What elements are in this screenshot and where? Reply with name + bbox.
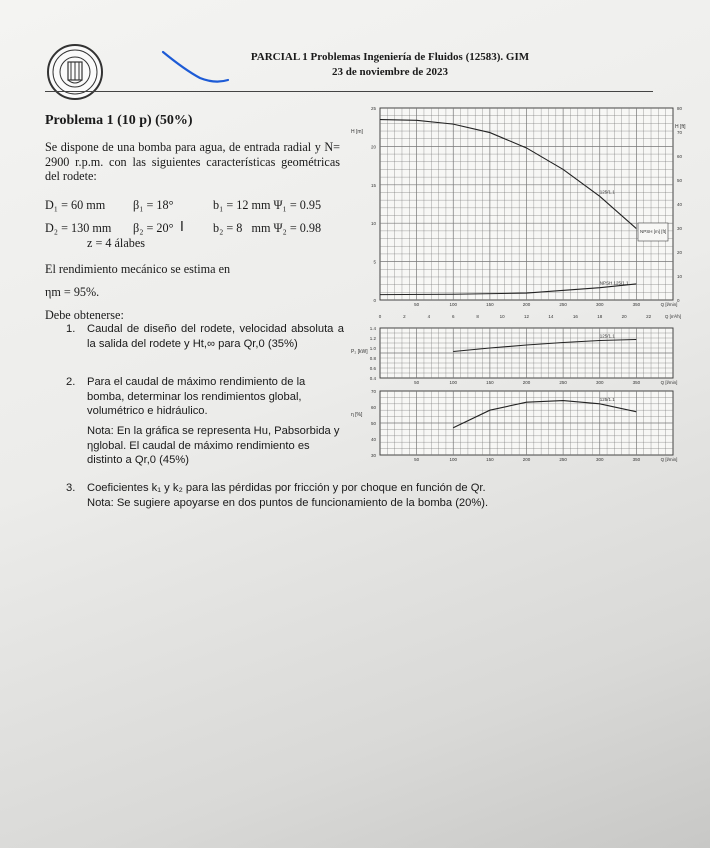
series-label: 125/1.1	[599, 189, 615, 195]
x-top-tick-label: 4	[427, 314, 431, 319]
y-tick-label: 25	[370, 106, 376, 111]
y-tick-label: 10	[370, 221, 376, 227]
x-top-tick-label: 14	[548, 314, 554, 319]
x-tick-label: 200	[522, 302, 531, 307]
x-tick-label: 350	[632, 302, 641, 307]
y-tick-label: 60	[370, 405, 376, 410]
y-axis-label: η [%]	[351, 412, 363, 418]
problem-title: Problema 1 (10 p) (50%)	[45, 113, 193, 128]
text-cursor-icon: I	[180, 220, 184, 235]
x-top-tick-label: 10	[499, 314, 505, 319]
task-number: 3.	[66, 482, 76, 494]
x-top-tick-label: 20	[621, 314, 627, 319]
task-text: Para el caudal de máximo rendimiento de la bomba, determinar los rendimientos global, volumétrico e hidráulico.	[87, 376, 306, 417]
y-right-tick-label: 60	[677, 154, 683, 159]
obtain-heading: Debe obtenerse:	[45, 308, 124, 322]
x-tick-label: 100	[449, 302, 458, 307]
d1-value: D₁ = 60 mm	[45, 198, 106, 212]
series-label: 125/1.1	[599, 396, 615, 402]
task-note: Nota: En la gráfica se representa Hu, Pabsorbida y ηglobal. El caudal de máximo rendimiento es distinto a Qr,0 (45%)	[87, 425, 340, 466]
x-top-tick-label: 12	[523, 314, 530, 319]
y-tick-label: 40	[370, 437, 376, 442]
x-tick-label: 250	[559, 302, 567, 307]
series-label: 125/1.1	[599, 333, 615, 339]
x-tick-label: 200	[522, 380, 531, 385]
x-top-tick-label: 22	[646, 314, 652, 319]
x-top-tick-label: 6	[451, 314, 455, 319]
x-tick-label: 100	[449, 380, 458, 385]
y-tick-label: 1.0	[369, 346, 376, 351]
exam-date: 23 de noviembre de 2023	[332, 66, 448, 78]
x-tick-label: 150	[486, 302, 494, 307]
x-tick-label: 250	[559, 380, 567, 385]
mech-efficiency-value: ηm = 95%.	[45, 285, 100, 299]
x-tick-label: 100	[449, 457, 458, 462]
x-tick-label: 150	[486, 457, 494, 462]
series-label: NPSH 125/1.1	[599, 280, 629, 286]
y-tick-label: 30	[370, 453, 376, 458]
y-tick-label: 70	[370, 389, 376, 394]
x-tick-label: 350	[632, 380, 641, 385]
task-note: Nota: Se sugiere apoyarse en dos puntos de funcionamiento de la bomba (20%).	[87, 497, 489, 509]
x-top-tick-label: 18	[597, 314, 603, 319]
y-right-tick-label: 30	[677, 226, 683, 231]
task-number: 1.	[66, 323, 76, 335]
x-tick-label: 50	[414, 302, 420, 307]
task-text: Coeficientes k₁ y k₂ para las pérdidas por fricción y por choque en función de Qr.	[87, 482, 486, 494]
x-tick-label: 350	[632, 457, 641, 462]
y-tick-label: 0.4	[369, 376, 376, 381]
task-item	[66, 322, 344, 351]
exam-title: PARCIAL 1 Problemas Ingeniería de Fluidos (12583). GIM	[250, 51, 530, 63]
problem-intro: Se dispone de una bomba para agua, de entrada radial y N= 2900 r.p.m. con las siguientes características geométricas del rodete:	[45, 140, 340, 183]
y-right-tick-label: 0	[677, 298, 680, 303]
x-tick-label: 150	[486, 380, 494, 385]
y-right-tick-label: 20	[677, 250, 683, 255]
x-tick-label: 300	[595, 302, 604, 307]
y-tick-label: 1.4	[369, 326, 376, 331]
beta2-value: β₂ = 20°	[133, 221, 174, 235]
x-tick-label: 250	[559, 457, 567, 462]
y-tick-label: 50	[370, 421, 376, 426]
y-right-tick-label: 40	[677, 202, 683, 207]
y-right-tick-label: 70	[677, 130, 683, 135]
x-top-tick-label: 0	[378, 314, 382, 319]
header-divider	[45, 91, 653, 92]
y-right-tick-label: 50	[677, 178, 683, 183]
x-tick-label: Q [l/min]	[660, 302, 678, 307]
x-tick-label: 50	[414, 380, 420, 385]
mech-efficiency-text: El rendimiento mecánico se estima en	[45, 262, 231, 276]
x-top-tick-label: 16	[572, 314, 578, 319]
x-tick-label: 300	[595, 380, 604, 385]
x-tick-label: 300	[595, 457, 604, 462]
y-axis-label: H [m]	[351, 129, 363, 135]
x-tick-label: Q [l/min]	[660, 457, 678, 462]
y-tick-label: 5	[373, 259, 376, 265]
npsh-label: NPSH [m] [ft]	[640, 229, 667, 234]
b1-value: b₁ = 12 mm Ψ₁ = 0.95	[213, 198, 322, 212]
d2-value: D₂ = 130 mm	[45, 221, 112, 235]
blades-value: z = 4 álabes	[87, 236, 145, 250]
task-number: 2.	[66, 376, 76, 388]
x-top-tick-label: Q [m³/h]	[664, 314, 682, 319]
task-item	[66, 481, 686, 496]
x-tick-label: Q [l/min]	[660, 380, 678, 385]
header	[200, 50, 580, 80]
x-top-tick-label: 8	[476, 314, 479, 319]
y-tick-label: 15	[370, 182, 376, 188]
y-axis-label: P₂ [kW]	[351, 349, 368, 355]
y-right-axis-label: H [ft]	[675, 124, 686, 130]
y-tick-label: 1.2	[369, 336, 376, 341]
y-right-tick-label: 10	[677, 274, 683, 279]
y-tick-label: 20	[370, 144, 376, 150]
b2-value: b₂ = 8 mm Ψ₂ = 0.98	[213, 221, 322, 235]
y-right-tick-label: 80	[677, 106, 683, 111]
pump-curve-chart	[343, 103, 688, 473]
beta1-value: β₁ = 18°	[133, 198, 174, 212]
x-tick-label: 200	[522, 457, 531, 462]
x-tick-label: 50	[414, 457, 420, 462]
y-tick-label: 0.8	[369, 356, 376, 361]
y-tick-label: 0.6	[369, 366, 376, 371]
y-tick-label: 0	[373, 298, 376, 303]
task-text: Caudal de diseño del rodete, velocidad absoluta a la salida del rodete y Ht,∞ para Qr,0 (35%)	[87, 323, 344, 350]
x-top-tick-label: 2	[403, 314, 406, 319]
task-item	[66, 375, 344, 419]
